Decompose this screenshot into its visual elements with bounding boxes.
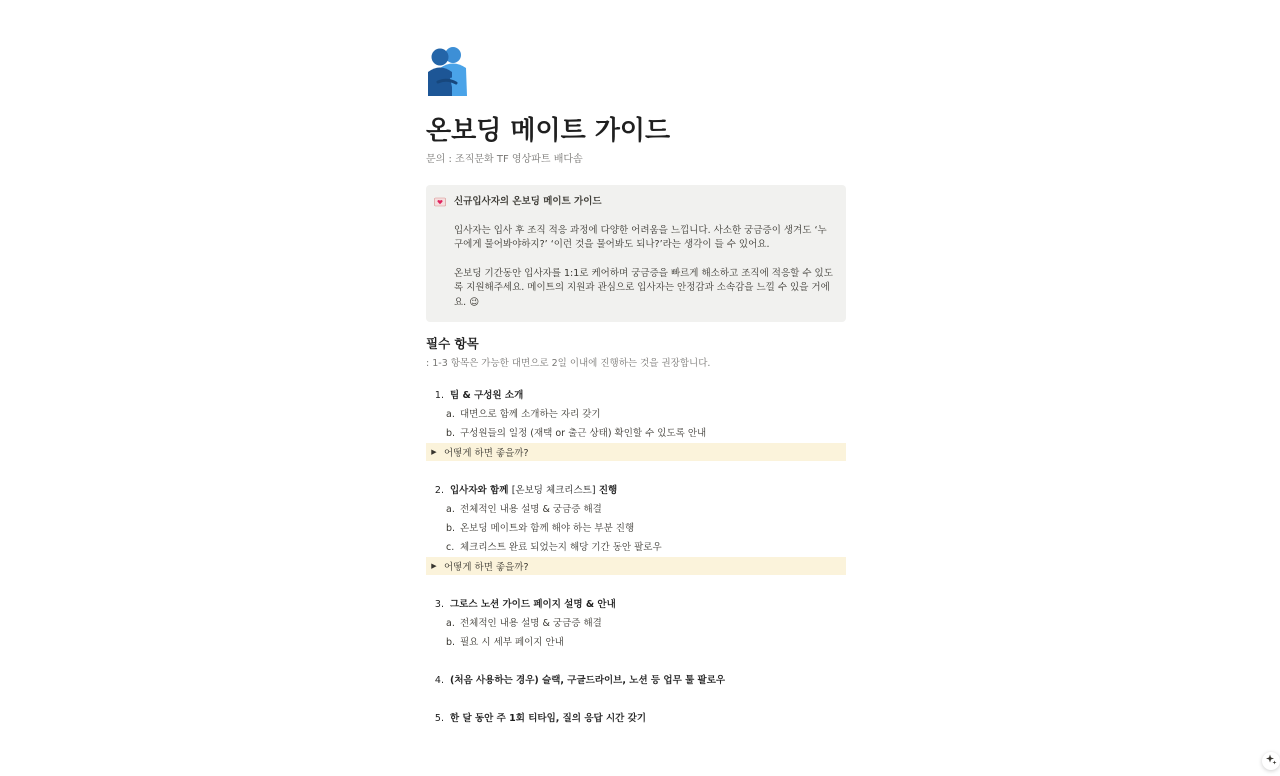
page-title[interactable]: 온보딩 메이트 가이드 xyxy=(426,116,671,146)
sparkle-icon xyxy=(1266,754,1277,768)
list-item-2 xyxy=(426,481,846,575)
list-item-text: (처음 사용하는 경우) 슬랙, 구글드라이브, 노션 등 업무 툴 팔로우 xyxy=(450,675,726,686)
sub-list-item: b. 구성원들의 일정 (재택 or 출근 상태) 확인할 수 있도록 안내 xyxy=(446,428,707,439)
list-number: 3. xyxy=(434,599,444,610)
callout-title: 신규입사자의 온보딩 메이트 가이드 xyxy=(454,196,602,207)
list-item-3 xyxy=(426,595,846,652)
callout-body xyxy=(454,195,834,310)
toggle-triangle-icon[interactable]: ▶ xyxy=(431,448,437,456)
checklist-link[interactable]: [온보딩 체크리스트] xyxy=(511,485,596,496)
list-item-text: 입사자와 함께 [온보딩 체크리스트] 진행 xyxy=(450,485,618,496)
sub-list-item: a. 전체적인 내용 설명 & 궁금증 해결 xyxy=(446,618,602,629)
list-number: 5. xyxy=(434,713,444,724)
toggle-block[interactable] xyxy=(426,557,846,575)
hugging-people-icon[interactable] xyxy=(426,44,474,100)
page-content xyxy=(426,44,846,728)
callout-block xyxy=(426,185,846,322)
callout-paragraph-2: 온보딩 기간동안 입사자를 1:1로 케어하며 궁금증을 빠르게 해소하고 조직에 적응할 수 있도록 지원해주세요. 메이트의 지원과 관심으로 입사자는 안정감과 소속감을 느낄 수 있을 거에요. 😉 xyxy=(454,267,833,308)
toggle-label: 어떻게 하면 좋을까? xyxy=(444,562,529,573)
toggle-triangle-icon[interactable]: ▶ xyxy=(431,562,437,570)
list-item-5 xyxy=(426,709,846,728)
toggle-label: 어떻게 하면 좋을까? xyxy=(444,448,529,459)
callout-paragraph-1: 입사자는 입사 후 조직 적응 과정에 다양한 어려움을 느낍니다. 사소한 궁금증이 생겨도 ‘누구에게 물어봐야하지?’ ‘이런 것을 물어봐도 되나?’라는 생각이 들 수 있어요. xyxy=(454,224,827,250)
list-item-1 xyxy=(426,386,846,461)
section-heading: 필수 항목 xyxy=(426,336,479,351)
sub-list-item: b. 온보딩 메이트와 함께 해야 하는 부분 진행 xyxy=(446,523,635,534)
list-item-text: 한 달 동안 주 1회 티타임, 질의 응답 시간 갖기 xyxy=(450,713,646,724)
list-number: 2. xyxy=(434,485,444,496)
list-number: 1. xyxy=(434,390,444,401)
list-item-text: 그로스 노션 가이드 페이지 설명 & 안내 xyxy=(450,599,616,610)
love-letter-icon xyxy=(434,197,448,211)
ai-assistant-button[interactable] xyxy=(1262,752,1280,770)
list-item-text: 팀 & 구성원 소개 xyxy=(450,390,524,401)
page-subtitle: 문의 : 조직문화 TF 영상파트 배다솜 xyxy=(426,154,583,165)
sub-list-item: a. 대면으로 함께 소개하는 자리 갖기 xyxy=(446,409,601,420)
list-item-4 xyxy=(426,671,846,690)
sub-list-item: a. 전체적인 내용 설명 & 궁금증 해결 xyxy=(446,504,602,515)
toggle-block[interactable] xyxy=(426,443,846,461)
section-note: : 1-3 항목은 가능한 대면으로 2일 이내에 진행하는 것을 권장합니다. xyxy=(426,358,711,369)
sub-list-item: c. 체크리스트 완료 되었는지 해당 기간 동안 팔로우 xyxy=(446,542,662,553)
list-number: 4. xyxy=(434,675,444,686)
sub-list-item: b. 필요 시 세부 페이지 안내 xyxy=(446,637,564,648)
